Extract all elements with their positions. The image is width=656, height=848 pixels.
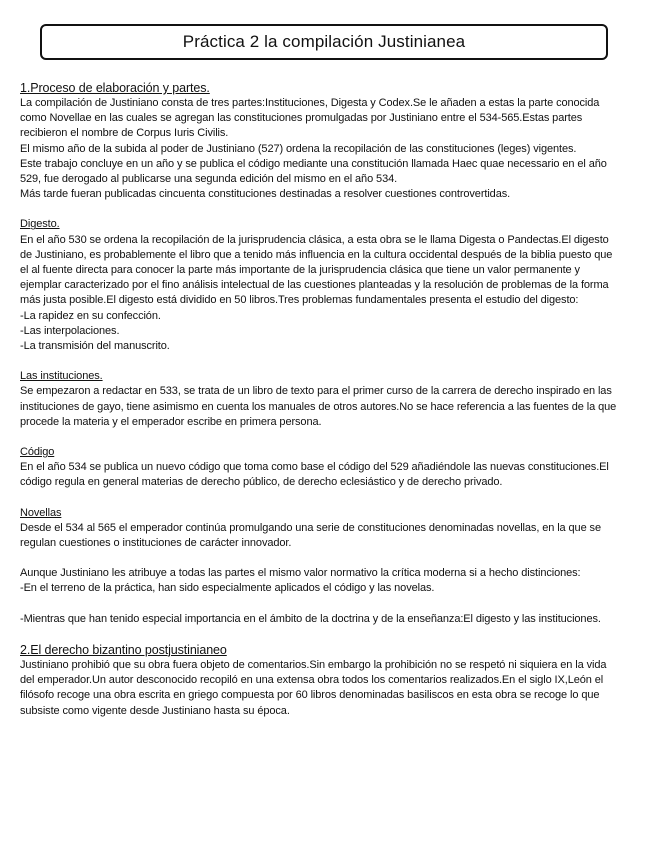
section-novelas	[20, 506, 620, 627]
paragraph: Justiniano prohibió que su obra fuera objeto de comentarios.Sin embargo la prohibición no se respetó ni siquiera en la vida del emperador.Un autor desconocido recopiló en una extensa obra todos los comentarios realizados.En el siglo IX,León el filósofo recoge una obra escrita en griego compuesta por 60 libros denominadas basiliscos en esta obra se recoge lo que subsiste como vigente desde Justiniano hasta su época.	[20, 658, 607, 717]
paragraph: -Mientras que han tenido especial importancia en el ámbito de la doctrina y de la enseñanza:El digesto y las instituciones.	[20, 612, 601, 625]
section-digesto	[20, 217, 620, 354]
paragraph: Se empezaron a redactar en 533, se trata de un libro de texto para el primer curso de la carrera de derecho inspirado en las instituciones de gayo, tiene asimismo en cuenta los manuales de otros autores.No se hace referencia a las fuentes de la que procede la materia y el emperador escribe en primera persona.	[20, 385, 617, 428]
section-heading: Código	[20, 446, 55, 459]
section-codigo	[20, 445, 620, 491]
spacer	[20, 551, 620, 566]
paragraph: En el año 530 se ordena la recopilación de la jurisprudencia clásica, a esta obra se le llama Digesta o Pandectas.El digesto de Justiniano, es probablemente el libro que a tenido más influencia en la cultura occidental después de la biblia puesto que el al fuente directa para conocer la parte más importante de la jurisprudencia clásica que tiene un valor permanente y ejemplar caracterizado por el fino análisis intelectual de las cuestiones planteadas y la resolución de problemas de la forma más justa posible.El digesto está dividido en 50 libros.Tres problemas fundamentales presenta el estudio del digesto:	[20, 233, 613, 307]
page-title: Práctica 2 la compilación Justinianea	[40, 24, 608, 60]
paragraph: En el año 534 se publica un nuevo código que toma como base el código del 529 añadiéndole las nuevas constituciones.El código regula en general materias de derecho público, de derecho eclesiástico y de derecho privado.	[20, 461, 609, 489]
section-instituciones	[20, 369, 620, 430]
paragraph: Este trabajo concluye en un año y se publica el código mediante una constitución llamada Haec quae necessario en el año 529, fue derogado al publicarse una segunda edición del mismo en el año 534.	[20, 157, 607, 186]
list-item: -Las interpolaciones.	[20, 324, 120, 337]
section-heading: 1.Proceso de elaboración y partes.	[20, 81, 210, 95]
section-bizantino	[20, 642, 620, 719]
spacer	[20, 597, 620, 612]
paragraph: Más tarde fueran publicadas cincuenta constituciones destinadas a resolver cuestiones controvertidas.	[20, 188, 511, 201]
paragraph: Aunque Justiniano les atribuye a todas las partes el mismo valor normativo la crítica moderna si a hecho distinciones:	[20, 567, 581, 580]
section-proceso	[20, 80, 620, 202]
section-heading: 2.El derecho bizantino postjustinianeo	[20, 642, 227, 657]
paragraph: El mismo año de la subida al poder de Justiniano (527) ordena la recopilación de las constituciones (leges) vigentes.	[20, 142, 577, 155]
list-item: -La rapidez en su confección.	[20, 309, 161, 322]
document-body	[20, 80, 620, 734]
section-heading: Las instituciones.	[20, 370, 103, 383]
paragraph: La compilación de Justiniano consta de tres partes:Instituciones, Digesta y Codex.Se le añaden a estas la parte conocida como Novellae en las cuales se agregan las constituciones promulgadas por Justiniano entre el 534-565.Estas partes recibieron el nombre de Corpus Iuris Civilis.	[20, 97, 600, 140]
section-heading: Digesto.	[20, 218, 60, 231]
section-heading: Novellas	[20, 506, 62, 519]
paragraph: -En el terreno de la práctica, han sido especialmente aplicados el código y las novelas.	[20, 582, 435, 595]
paragraph: Desde el 534 al 565 el emperador continúa promulgando una serie de constituciones denominadas novellas, en la que se regulan cuestiones o instituciones de carácter innovador.	[20, 521, 601, 550]
list-item: -La transmisión del manuscrito.	[20, 340, 170, 353]
